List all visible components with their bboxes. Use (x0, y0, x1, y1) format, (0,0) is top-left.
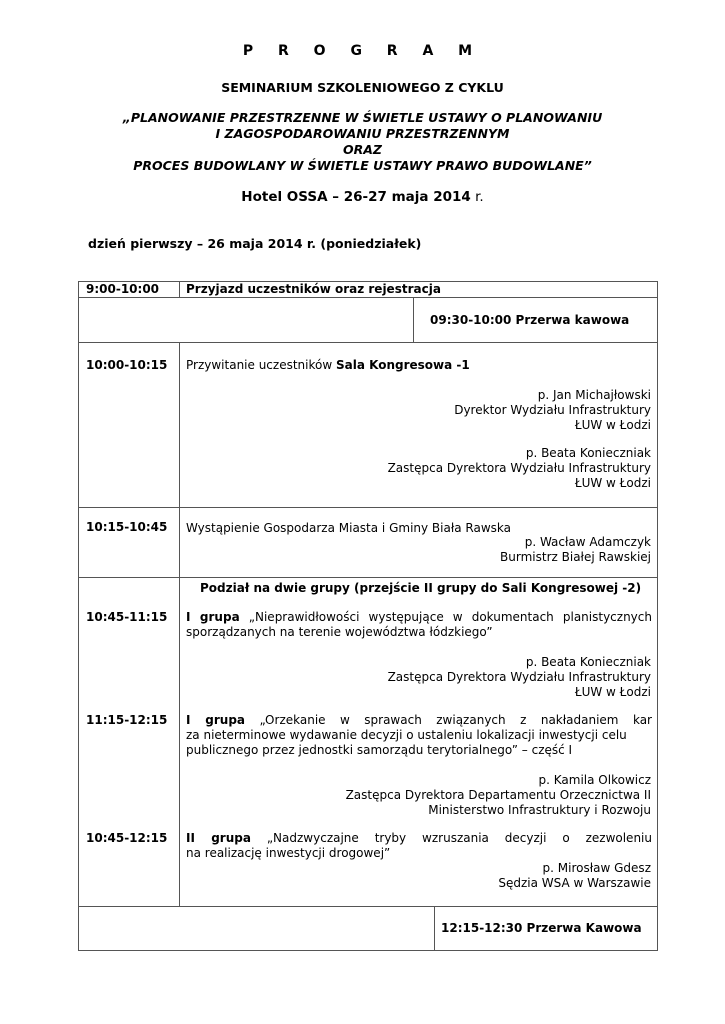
session-title (186, 713, 652, 758)
room-name: Sala Kongresowa -1 (335, 358, 470, 372)
agenda-item: Przyjazd uczestników oraz rejestracja (186, 282, 441, 296)
session-title-text: sporządzanych na terenie województwa łódzkiego” (186, 625, 493, 639)
agenda-text: Przywitanie uczestników (186, 358, 336, 372)
speaker-block (500, 535, 651, 565)
session-title (186, 610, 652, 640)
speaker-block (346, 773, 651, 818)
seminar-subtitle: SEMINARIUM SZKOLENIOWEGO Z CYKLU (221, 80, 504, 95)
speaker-role: Burmistrz Białej Rawskiej (500, 550, 651, 564)
session-title-text: publicznego przez jednostki samorządu terytorialnego” – część I (186, 743, 573, 757)
day-heading: dzień pierwszy – 26 maja 2014 r. (poniedziałek) (88, 236, 422, 251)
break-divider (413, 297, 414, 342)
row-divider (78, 507, 658, 508)
speaker-org: ŁUW w Łodzi (574, 418, 651, 432)
row-divider (78, 297, 658, 298)
speaker-org: Ministerstwo Infrastruktury i Rozwoju (428, 803, 651, 817)
session-title (186, 831, 652, 861)
time-cell: 10:00-10:15 (86, 358, 168, 372)
coffee-break: 12:15-12:30 Przerwa Kawowa (441, 921, 642, 935)
time-cell: 11:15-12:15 (86, 713, 168, 727)
column-divider (179, 342, 180, 906)
theme-line: I ZAGOSPODAROWANIU PRZESTRZENNYM (215, 126, 510, 141)
theme-line: ORAZ (343, 142, 382, 157)
speaker-org: ŁUW w Łodzi (574, 476, 651, 490)
session-title-text: „Nieprawidłowości występujące w dokumentach planistycznych (248, 610, 652, 624)
time-cell: 10:15-10:45 (86, 520, 168, 534)
speaker-name: p. Jan Michajłowski (537, 388, 651, 402)
session-title-text: „Nadzwyczajne tryby wzruszania decyzji o zezwoleniu (266, 831, 652, 845)
time-cell: 10:45-11:15 (86, 610, 168, 624)
time-cell: 10:45-12:15 (86, 831, 168, 845)
speaker-role: Zastępca Dyrektora Departamentu Orzecznictwa II (345, 788, 651, 802)
speaker-org: ŁUW w Łodzi (574, 685, 651, 699)
seminar-theme (0, 110, 725, 174)
speaker-block (454, 388, 651, 433)
venue-text: Hotel OSSA – 26-27 maja 2014 (241, 189, 471, 205)
column-divider (179, 281, 180, 297)
theme-line: PROCES BUDOWLANY W ŚWIETLE USTAWY PRAWO BUDOWLANE” (133, 158, 592, 173)
group-split-heading: Podział na dwie grupy (przejście II grupy do Sali Kongresowej -2) (200, 581, 642, 595)
group-label: II grupa (186, 831, 251, 845)
program-title: P R O G R A M (242, 43, 483, 59)
break-divider (434, 906, 435, 951)
venue-suffix: r. (470, 189, 484, 205)
speaker-name: p. Mirosław Gdesz (542, 861, 651, 875)
row-divider (78, 342, 658, 343)
row-divider (78, 906, 658, 907)
time-cell: 9:00-10:00 (86, 282, 160, 296)
speaker-role: Sędzia WSA w Warszawie (498, 876, 651, 890)
session-title-text: za nieterminowe wydawanie decyzji o ustaleniu lokalizacji inwestycji celu (186, 728, 627, 742)
group-label: I grupa (186, 610, 240, 624)
speaker-block (498, 861, 651, 891)
speaker-name: p. Wacław Adamczyk (524, 535, 651, 549)
speaker-role: Zastępca Dyrektora Wydziału Infrastruktury (387, 670, 651, 684)
speaker-name: p. Beata Konieczniak (525, 446, 651, 460)
venue-date (0, 189, 725, 205)
speaker-name: p. Beata Konieczniak (525, 655, 651, 669)
session-title-text: na realizację inwestycji drogowej” (186, 846, 391, 860)
row-divider (78, 577, 658, 578)
speaker-role: Zastępca Dyrektora Wydziału Infrastruktury (387, 461, 651, 475)
agenda-item (186, 358, 470, 373)
speaker-name: p. Kamila Olkowicz (538, 773, 651, 787)
coffee-break: 09:30-10:00 Przerwa kawowa (430, 313, 630, 327)
session-title-text: „Orzekanie w sprawach związanych z nakładaniem kar (259, 713, 652, 727)
speaker-block (388, 655, 651, 700)
theme-line: „PLANOWANIE PRZESTRZENNE W ŚWIETLE USTAWY O PLANOWANIU (122, 110, 603, 125)
group-label: I grupa (186, 713, 246, 727)
agenda-item: Wystąpienie Gospodarza Miasta i Gminy Biała Rawska (186, 521, 512, 535)
speaker-role: Dyrektor Wydziału Infrastruktury (454, 403, 651, 417)
speaker-block (388, 446, 651, 491)
